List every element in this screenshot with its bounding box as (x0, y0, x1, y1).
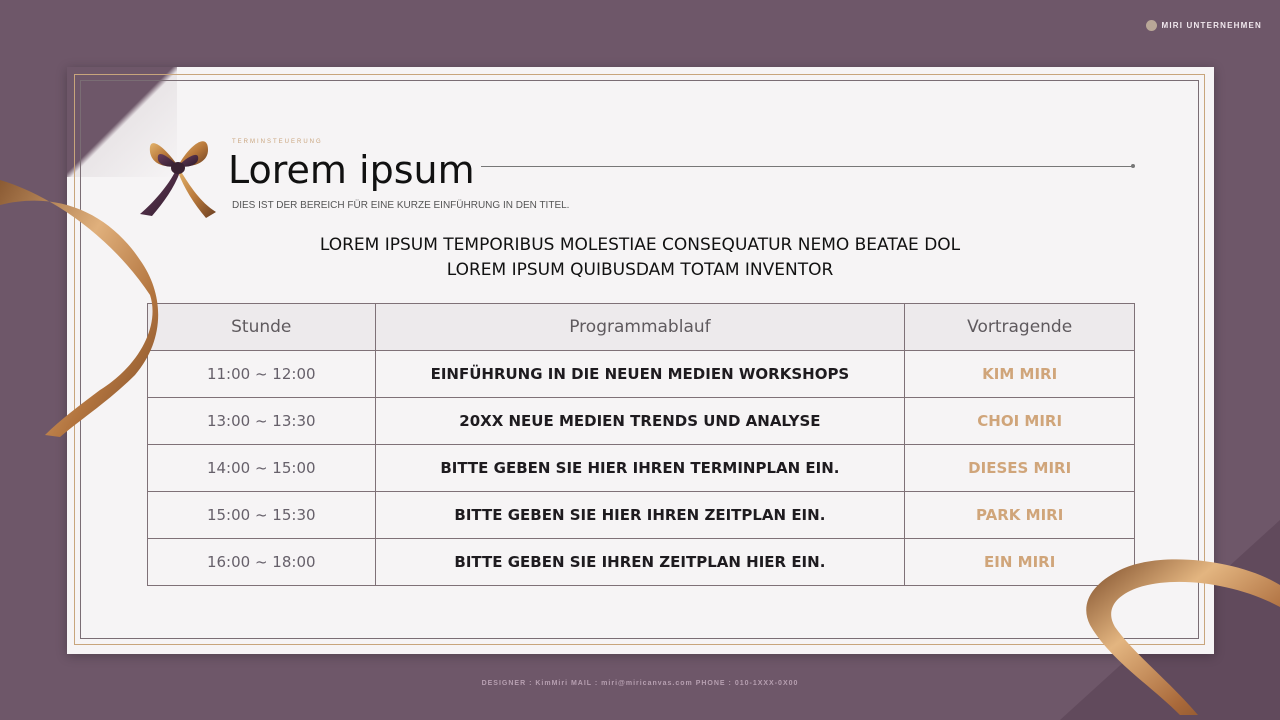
section-eyebrow: TERMINSTEUERUNG (232, 139, 323, 145)
brand-dot-icon (1146, 20, 1157, 31)
row-time: 13:00 ~ 13:30 (148, 398, 376, 445)
column-header-program: Programmablauf (375, 304, 905, 351)
row-speaker: DIESES MIRI (905, 445, 1135, 492)
row-program: BITTE GEBEN SIE HIER IHREN TERMINPLAN EIN. (375, 445, 905, 492)
row-speaker: PARK MIRI (905, 492, 1135, 539)
row-time: 16:00 ~ 18:00 (148, 539, 376, 586)
row-program: 20XX NEUE MEDIEN TRENDS UND ANALYSE (375, 398, 905, 445)
table-header-row (148, 304, 1135, 351)
column-header-time: Stunde (148, 304, 376, 351)
row-speaker: EIN MIRI (905, 539, 1135, 586)
page-title: Lorem ipsum (228, 148, 475, 192)
table-row (148, 539, 1135, 586)
schedule-table (147, 303, 1135, 586)
headline (240, 233, 1040, 283)
row-time: 14:00 ~ 15:00 (148, 445, 376, 492)
row-program: BITTE GEBEN SIE HIER IHREN ZEITPLAN EIN. (375, 492, 905, 539)
row-speaker: KIM MIRI (905, 351, 1135, 398)
footer-credits: DESIGNER : KimMiri MAIL : miri@miricanvas.com PHONE : 010-1XXX-0X00 (481, 680, 799, 687)
title-divider-dot (1131, 164, 1135, 168)
title-divider (481, 166, 1133, 167)
row-time: 15:00 ~ 15:30 (148, 492, 376, 539)
table-row (148, 445, 1135, 492)
ribbon-right-decoration (1080, 555, 1280, 720)
column-header-speaker: Vortragende (905, 304, 1135, 351)
brand-name: MIRI UNTERNEHMEN (1161, 21, 1262, 30)
headline-line-2: LOREM IPSUM QUIBUSDAM TOTAM INVENTOR (446, 260, 834, 280)
row-program: BITTE GEBEN SIE IHREN ZEITPLAN HIER EIN. (375, 539, 905, 586)
page-subtitle: DIES IST DER BEREICH FÜR EINE KURZE EINFÜHRUNG IN DEN TITEL. (232, 200, 570, 211)
row-time: 11:00 ~ 12:00 (148, 351, 376, 398)
table-row (148, 398, 1135, 445)
headline-line-1: LOREM IPSUM TEMPORIBUS MOLESTIAE CONSEQUATUR NEMO BEATAE DOL (319, 235, 961, 255)
brand-logo (1146, 20, 1262, 31)
row-speaker: CHOI MIRI (905, 398, 1135, 445)
row-program: EINFÜHRUNG IN DIE NEUEN MEDIEN WORKSHOPS (375, 351, 905, 398)
table-row (148, 351, 1135, 398)
table-row (148, 492, 1135, 539)
ribbon-left-decoration (0, 175, 160, 440)
